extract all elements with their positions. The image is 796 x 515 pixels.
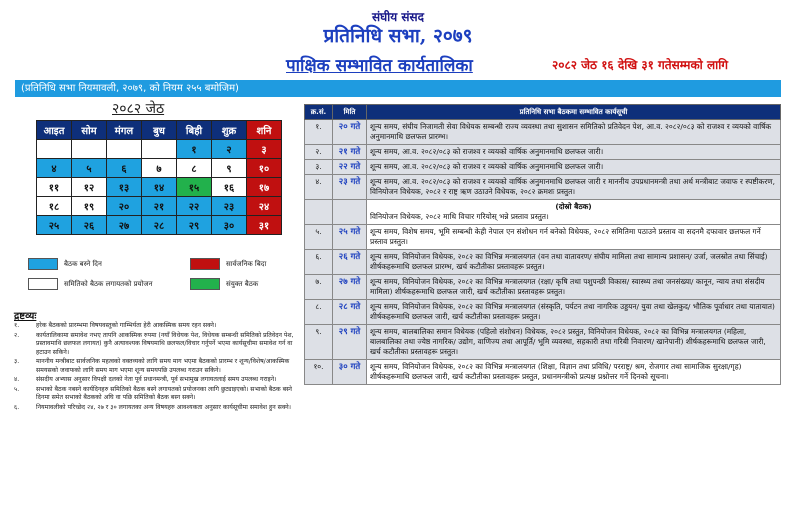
row-serial: ३.	[305, 160, 333, 175]
schedule-row	[305, 160, 781, 175]
row-agenda	[367, 300, 781, 325]
schedule-row	[305, 250, 781, 275]
schedule-row	[305, 200, 781, 225]
note-number: १.	[14, 322, 20, 329]
row-serial: १.	[305, 120, 333, 145]
schedule-row	[305, 275, 781, 300]
row-agenda	[367, 200, 781, 225]
row-date: २० गते	[333, 120, 367, 145]
calendar-day-cell: २८	[142, 216, 177, 235]
row-agenda	[367, 275, 781, 300]
rule-reference-bar: (प्रतिनिधि सभा नियमावली, २०७९, को नियम २५५ बमोजिम)	[15, 80, 781, 97]
calendar-day-cell: १६	[212, 178, 247, 197]
row-serial: ४.	[305, 175, 333, 200]
note-text: कार्यतालिकामा समावेश नभए तापनि आकस्मिक रुपमा (नयाँ विधेयक पेश, विधेयक सम्बन्धी समितिको प्रतिवेदन पेश, प्रस्तावमाथि छलफल लगायत) कुनै अत्यावश्यक विषयमाथि छलफल/विचार गर्नुपर्ने भएमा कार्यसूचीमा समावेश गर्न वा हटाउन सकिने।	[36, 331, 294, 356]
calendar-day-cell: ३	[247, 140, 282, 159]
schedule-row	[305, 225, 781, 250]
calendar-day-cell: २३	[212, 197, 247, 216]
agenda-text: शून्य समय, विनियोजन विधेयक, २०८२ का विभिन्न मन्त्रालयगत (वन तथा वातावरण/ संघीय मामिला तथा सामान्य प्रशासन/ उर्जा, जलस्रोत तथा सिंचाई) शीर्षकहरूमाथि छलफल प्रारम्भ, खर्च कटौतीका प्रस्तावहरू प्रस्तुत।	[370, 252, 768, 271]
row-serial: ८.	[305, 300, 333, 325]
agenda-text: शून्य समय, आ.व. २०८२/०८३ को राजश्व र व्ययको वार्षिक अनुमानमाथि छलफल जारी र माननीय उपप्रधानमन्त्री तथा अर्थ मन्त्रीबाट जवाफ र स्पष्टीकरण, विनियोजन विधेयक, २०८२ र राष्ट्र ऋण उठाउने विधेयक, २०८२ क्रमशः प्रस्तुत।	[370, 177, 775, 196]
note-number: ६.	[14, 403, 20, 411]
row-date: २९ गते	[333, 325, 367, 360]
row-serial: १०.	[305, 360, 333, 385]
row-date: २३ गते	[333, 175, 367, 200]
calendar-day-cell: ५	[72, 159, 107, 178]
calendar-day-cell: १३	[107, 178, 142, 197]
calendar-day-cell	[37, 140, 72, 159]
agenda-text: शून्य समय, संघीय निजामती सेवा विधेयक सम्बन्धी राज्य व्यवस्था तथा सुशासन समितिको प्रतिवेदन पेश, आ.व. २०८२/०८३ को राजश्व र व्ययको वार्षिक अनुमानमाथि छलफल प्रारम्भ।	[370, 122, 772, 141]
calendar-day-cell: १२	[72, 178, 107, 197]
calendar-day-cell: २४	[247, 197, 282, 216]
row-date: ३० गते	[333, 360, 367, 385]
calendar-week-row	[37, 140, 282, 159]
note-text: हरेक बैठकको प्रारम्भमा विषयवस्तुको गाम्भिर्यता हेरी आकस्मिक समय रहन सक्ने।	[36, 322, 217, 329]
legend-swatch-red	[190, 258, 220, 270]
calendar-day-cell: १७	[247, 178, 282, 197]
calendar-header-row	[37, 121, 282, 140]
calendar-day-cell: ४	[37, 159, 72, 178]
row-serial: ६.	[305, 250, 333, 275]
note-item	[14, 386, 302, 403]
calendar-day-cell: १९	[72, 197, 107, 216]
row-agenda	[367, 360, 781, 385]
row-date: २६ गते	[333, 250, 367, 275]
legend-label: सार्वजनिक बिदा	[226, 259, 267, 268]
row-agenda	[367, 160, 781, 175]
row-serial: २.	[305, 145, 333, 160]
legend-meeting-day	[28, 258, 102, 270]
legend-committee-use	[28, 278, 153, 290]
weekday-header: बिही	[177, 121, 212, 140]
calendar-day-cell: २५	[37, 216, 72, 235]
calendar-day-cell	[72, 140, 107, 159]
row-agenda	[367, 250, 781, 275]
document-header	[0, 0, 796, 100]
row-serial: ९.	[305, 325, 333, 360]
agenda-text: विनियोजन विधेयक, २०८२ माथि विचार गरियोस् भन्ने प्रस्ताव प्रस्तुत।	[370, 212, 549, 221]
header-date: मिति	[333, 105, 367, 120]
row-agenda	[367, 120, 781, 145]
calendar-week-row	[37, 197, 282, 216]
agenda-text: शून्य समय, विनियोजन विधेयक, २०८२ का विभिन्न मन्त्रालयगत (शिक्षा, विज्ञान तथा प्रविधि/ परराष्ट्र/ श्रम, रोजगार तथा सामाजिक सुरक्षा/गृह) शीर्षकहरूमाथि छलफल जारी, खर्च कटौतीका प्रस्तावहरू प्रस्तुत, प्रधानमन्त्रीको प्रत्यक्ष प्रश्नोत्तर गर्ने दिनको सूचना।	[370, 362, 742, 381]
parliament-name: संघीय संसद	[371, 10, 425, 24]
header-sn: क्र.सं.	[305, 105, 333, 120]
calendar-day-cell: ६	[107, 159, 142, 178]
weekday-header: मंगल	[107, 121, 142, 140]
note-text: माननीय मन्त्रीबाट सार्वजनिक महत्वको वक्तव्यको लागि समय माग भएमा बैठकको प्रारम्भ र शून्य/विशेष/आकस्मिक समयसको जवाफको लागि समय माग भएमा शून्य समयपछि उपलब्ध गराउन सकिने।	[36, 358, 290, 374]
legend-swatch-green	[190, 278, 220, 290]
calendar-day-cell: ७	[142, 159, 177, 178]
header-agenda: प्रतिनिधि सभा बैठकमा सम्भावित कार्यसूची	[367, 105, 781, 120]
schedule-title: पाक्षिक सम्भावित कार्यतालिका	[286, 56, 473, 76]
schedule-row	[305, 360, 781, 385]
calendar-title: २०८२ जेठ	[112, 101, 165, 117]
schedule-table	[304, 104, 781, 385]
notes-title: द्रष्टव्यः	[14, 311, 37, 322]
schedule-row	[305, 120, 781, 145]
row-date: २२ गते	[333, 160, 367, 175]
calendar-day-cell	[107, 140, 142, 159]
row-serial: ७.	[305, 275, 333, 300]
calendar-day-cell	[142, 140, 177, 159]
calendar-week-row	[37, 159, 282, 178]
weekday-header: आइत	[37, 121, 72, 140]
schedule-row	[305, 325, 781, 360]
calendar-day-cell: ११	[37, 178, 72, 197]
row-serial	[305, 200, 333, 225]
agenda-text: शून्य समय, विनियोजन विधेयक, २०८२ का विभिन्न मन्त्रालयगत (संस्कृति, पर्यटन तथा नागरिक उड्डयन/ युवा तथा खेलकुद/ भौतिक पूर्वाधार तथा यातायात) शीर्षकहरूमाथि छलफल जारी, खर्च कटौतीका प्रस्तावहरू प्रस्तुत।	[370, 302, 775, 321]
calendar-day-cell: ३१	[247, 216, 282, 235]
house-title: प्रतिनिधि सभा, २०७९	[323, 25, 473, 47]
legend-label: बैठक बस्ने दिन	[64, 259, 102, 268]
notes-list	[14, 322, 302, 413]
row-date: २१ गते	[333, 145, 367, 160]
calendar-table	[36, 120, 282, 235]
agenda-text: शून्य समय, बालबालिका समान विधेयक (पहिलो संशोधन) विधेयक, २०८२ प्रस्तुत, विनियोजन विधेयक, २०८२ का विभिन्न मन्त्रालयगत (महिला, बालबालिका तथा ज्येष्ठ नागरिक/ उद्योग, वाणिज्य तथा आपूर्ति/ भूमि व्यवस्था, सहकारी तथा गरिबी निवारण/ खानेपानी) शीर्षकहरूमाथि छलफल जारी, खर्च कटौतीका प्रस्तावहरू प्रस्तुत।	[370, 327, 766, 356]
row-agenda	[367, 145, 781, 160]
calendar-day-cell: ९	[212, 159, 247, 178]
calendar-day-cell: २९	[177, 216, 212, 235]
schedule-row	[305, 145, 781, 160]
note-text: संसदीय अभ्यास अनुसार विपक्षी दलको नेता पूर्व प्रधानमन्त्री, पूर्व सभामुख लगायतलाई समय उपलब्ध गराइने।	[36, 376, 277, 383]
calendar-day-cell: ३०	[212, 216, 247, 235]
calendar-day-cell: १	[177, 140, 212, 159]
calendar-day-cell: १८	[37, 197, 72, 216]
row-agenda	[367, 175, 781, 200]
calendar-day-cell: २२	[177, 197, 212, 216]
agenda-text: शून्य समय, विशेष समय, भूमि सम्बन्धी केही नेपाल एन संशोधन गर्न बनेको विधेयक, २०८२ समितिमा पठाउने प्रस्ताव वा सदनमै दफावार छलफल गर्ने प्रस्ताव प्रस्तुत।	[370, 227, 761, 246]
weekday-header: सोम	[72, 121, 107, 140]
weekday-header: बुध	[142, 121, 177, 140]
calendar-day-cell: २	[212, 140, 247, 159]
note-text: सभाको बैठक नबस्ने कार्यदिनहरु समितिको बैठक बस्ने लगायतको प्रयोजनका लागि छुट्याइएको। सभाको बैठक बस्ने दिनमा समेत सभाको बैठकको अघि वा पछि समितिको बैठक बस्न सक्ने।	[36, 385, 292, 401]
schedule-row	[305, 175, 781, 200]
calendar-day-cell: १४	[142, 178, 177, 197]
legend-swatch-blue	[28, 258, 58, 270]
agenda-text: शून्य समय, आ.व. २०८२/०८३ को राजश्व र व्ययको वार्षिक अनुमानमाथि छलफल जारी।	[370, 147, 604, 156]
note-item	[14, 322, 302, 331]
agenda-text: शून्य समय, आ.व. २०८२/०८३ को राजश्व र व्ययको वार्षिक अनुमानमाथि छलफल जारी।	[370, 162, 604, 171]
note-number: ४.	[14, 376, 20, 383]
legend-public-holiday	[190, 258, 266, 270]
schedule-row	[305, 300, 781, 325]
weekday-header: शुक्र	[212, 121, 247, 140]
row-serial: ५.	[305, 225, 333, 250]
row-agenda	[367, 225, 781, 250]
note-item	[14, 332, 302, 358]
note-text: नियमावलीको परिच्छेद २४, २७ र ३० लगायतका अन्य विषयहरु आवश्यकता अनुसार कार्यसूचीमा समावेश हुन सक्ने।	[36, 403, 291, 411]
note-number: ३.	[14, 358, 20, 365]
calendar-week-row	[37, 216, 282, 235]
row-date: २८ गते	[333, 300, 367, 325]
calendar-day-cell: ८	[177, 159, 212, 178]
row-agenda	[367, 325, 781, 360]
note-item	[14, 404, 302, 413]
legend-label: संयुक्त बैठक	[226, 279, 259, 288]
date-range: २०८२ जेठ १६ देखि ३१ गतेसम्मको लागि	[552, 58, 729, 72]
second-sitting-label: (दोस्रो बैठक)	[555, 202, 592, 211]
calendar-day-cell: २०	[107, 197, 142, 216]
note-number: ५.	[14, 385, 20, 393]
legend-label: समितिको बैठक लगायतको प्रयोजन	[64, 279, 153, 288]
row-date: २७ गते	[333, 275, 367, 300]
note-item	[14, 358, 302, 375]
note-number: २.	[14, 331, 20, 339]
legend-joint-meeting	[190, 278, 258, 290]
calendar-day-cell: २६	[72, 216, 107, 235]
calendar-day-cell: १०	[247, 159, 282, 178]
agenda-text: शून्य समय, विनियोजन विधेयक, २०८२ का विभिन्न मन्त्रालयगत (रक्षा/ कृषि तथा पशुपन्छी विकास/ स्वास्थ्य तथा जनसंख्या/ कानून, न्याय तथा संसदीय मामिला) शीर्षकहरूमाथि छलफल जारी, खर्च कटौतीका प्रस्तावहरू प्रस्तुत।	[370, 277, 765, 296]
calendar-day-cell: २१	[142, 197, 177, 216]
calendar-day-cell: २७	[107, 216, 142, 235]
weekday-header: शनि	[247, 121, 282, 140]
note-item	[14, 376, 302, 385]
calendar-day-cell: १५	[177, 178, 212, 197]
calendar-week-row	[37, 178, 282, 197]
legend-swatch-white	[28, 278, 58, 290]
row-date	[333, 200, 367, 225]
schedule-header-row	[305, 105, 781, 120]
row-date: २५ गते	[333, 225, 367, 250]
